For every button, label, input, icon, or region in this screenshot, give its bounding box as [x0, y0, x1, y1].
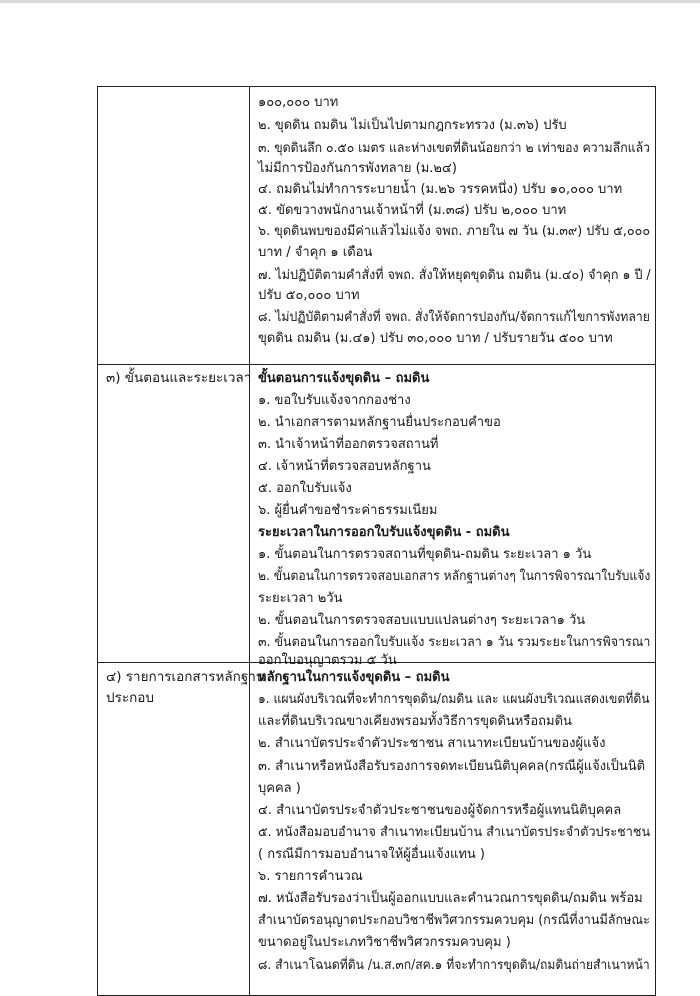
time-item: ๒. ขั้นตอนในการตรวจสอบแบบแปลนต่างๆ ระยะเวลา๑ วัน	[258, 613, 586, 628]
penalty-line: ขุดดิน ถมดิน (ม.๔๑) ปรับ ๓๐,๐๐๐ บาท / ปรับรายวัน ๕๐๐ บาท	[258, 331, 613, 346]
penalty-line: ๓. ขุดดินลึก ๐.๕๐ เมตร และห่างเขตที่ดินน้อยกว่า ๒ เท่าของ ความลึกแล้ว	[258, 141, 651, 156]
penalty-line: ไม่มีการป้องกันการพังทลาย (ม.๒๔)	[258, 161, 457, 176]
penalty-line: ๕. ขัดขวางพนักงานเจ้าหน้าที่ (ม.๓๘) ปรับ ๒,๐๐๐ บาท	[258, 203, 567, 218]
step-item: ๑. ขอใบรับแจ้งจากกองช่าง	[258, 393, 411, 408]
documents-label: ประกอบ	[106, 690, 154, 706]
document-item: ๖. รายการคำนวณ	[258, 869, 363, 884]
step-item: ๓. นำเจ้าหน้าที่ออกตรวจสถานที่	[258, 437, 439, 452]
steps-heading: ขั้นตอนการแจ้งขุดดิน – ถมดิน	[258, 371, 430, 386]
step-item: ๖. ผู้ยื่นคำขอชำระค่าธรรมเนียม	[258, 503, 438, 518]
time-heading: ระยะเวลาในการออกใบรับแจ้งขุดดิน - ถมดิน	[258, 525, 510, 540]
time-item: ๒. ขั้นตอนในการตรวจสอบเอกสาร หลักฐานต่างๆ ในการพิจารณาใบรับแจ้ง	[258, 569, 651, 584]
document-item: ๑. แผนผังบริเวณที่จะทำการขุดดิน/ถมดิน และ แผนผังบริเวณแสดงเขตที่ดิน	[258, 692, 650, 707]
penalty-line: บาท / จำคุก ๑ เดือน	[258, 245, 373, 260]
penalty-line: ๗. ไม่ปฏิบัติตามคำสั่งที่ จพถ. สั่งให้หยุดขุดดิน ถมดิน (ม.๔๐) จำคุก ๑ ปี /	[258, 268, 651, 283]
time-item: ๑. ขั้นตอนในการตรวจสถานที่ขุดดิน-ถมดิน ระยะเวลา ๑ วัน	[258, 547, 592, 562]
column-divider	[249, 87, 250, 995]
step-item: ๒. นำเอกสารตามหลักฐานยื่นประกอบคำขอ	[258, 415, 501, 430]
step-item: ๔. เจ้าหน้าที่ตรวจสอบหลักฐาน	[258, 459, 431, 474]
document-item: บุคคล )	[258, 781, 301, 796]
document-item: ๔. สำเนาบัตรประจำตัวประชาชนของผู้จัดการหรือผู้แทนนิติบุคคล	[258, 803, 622, 818]
steps-label: ๓) ขั้นตอนและระยะเวลา	[106, 370, 252, 386]
penalty-line: ๑๐๐,๐๐๐ บาท	[258, 95, 339, 110]
row-divider-1	[98, 364, 655, 365]
document-item: ขนาดอยู่ในประเภทวิชาชีพวิศวกรรมควบคุม )	[258, 935, 511, 950]
penalty-line: ปรับ ๕๐,๐๐๐ บาท	[258, 288, 360, 303]
penalty-line: ๖. ขุดดินพบของมีค่าแล้วไม่แจ้ง จพถ. ภายใน ๗ วัน (ม.๓๙) ปรับ ๕,๐๐๐	[258, 224, 651, 239]
document-item: ๘. สำเนาโฉนดที่ดิน /น.ส.๓ก/สค.๑ ที่จะทำการขุดดิน/ถมดินถ่ายสำเนาหน้า	[258, 958, 650, 973]
document-item: ๕. หนังสือมอบอำนาจ สำเนาทะเบียนบ้าน สำเนาบัตรประจำตัวประชาชน	[258, 825, 651, 840]
document-item: ๒. สำเนาบัตรประจำตัวประชาชน สาเนาทะเบียนบ้านของผู้แจ้ง	[258, 736, 606, 751]
document-item: สำเนาบัตรอนุญาตประกอบวิชาชีพวิศวกรรมควบคุม (กรณีที่งานมีลักษณะ	[258, 913, 650, 928]
time-item: ๓. ขั้นตอนในการออกใบรับแจ้ง ระยะเวลา ๑ วัน รวมระยะในการพิจารณา	[258, 635, 651, 650]
document-item: ๗. หนังสือรับรองว่าเป็นผู้ออกแบบและคำนวณการขุดดิน/ถมดิน พร้อม	[258, 891, 643, 906]
document-item: ๓. สำเนาหรือหนังสือรับรองการจดทะเบียนนิติบุคคล(กรณีผู้แจ้งเป็นนิติ	[258, 759, 646, 774]
penalty-line: ๔. ถมดินไม่ทำการระบายน้ำ (ม.๒๖ วรรคหนึ่ง) ปรับ ๑๐,๐๐๐ บาท	[258, 182, 623, 197]
time-item: ระยะเวลา ๒วัน	[258, 591, 343, 606]
step-item: ๕. ออกใบรับแจ้ง	[258, 481, 352, 496]
penalty-line: ๘. ไม่ปฏิบัติตามคำสั่งที่ จพถ. สั่งให้จัดการปองกัน/จัดการแก้ไขการพังทลาย	[258, 310, 650, 325]
time-item: ออกใบอนุญาตรวม ๕ วัน	[258, 653, 397, 668]
penalty-line: ๒. ขุดดิน ถมดิน ไม่เป็นไปตามกฎกระทรวง (ม.๓๖) ปรับ	[258, 118, 567, 133]
documents-heading: หลักฐานในการแจ้งขุดดิน – ถมดิน	[258, 670, 450, 685]
document-item: และที่ดินบริเวณขางเคียงพรอมทั้งวิธีการขุดดินหรือถมดิน	[258, 714, 572, 729]
documents-label: ๔) รายการเอกสารหลักฐาน	[106, 669, 266, 685]
document-item: ( กรณีมีการมอบอำนาจให้ผู้อื่นแจ้งแทน )	[258, 847, 485, 862]
